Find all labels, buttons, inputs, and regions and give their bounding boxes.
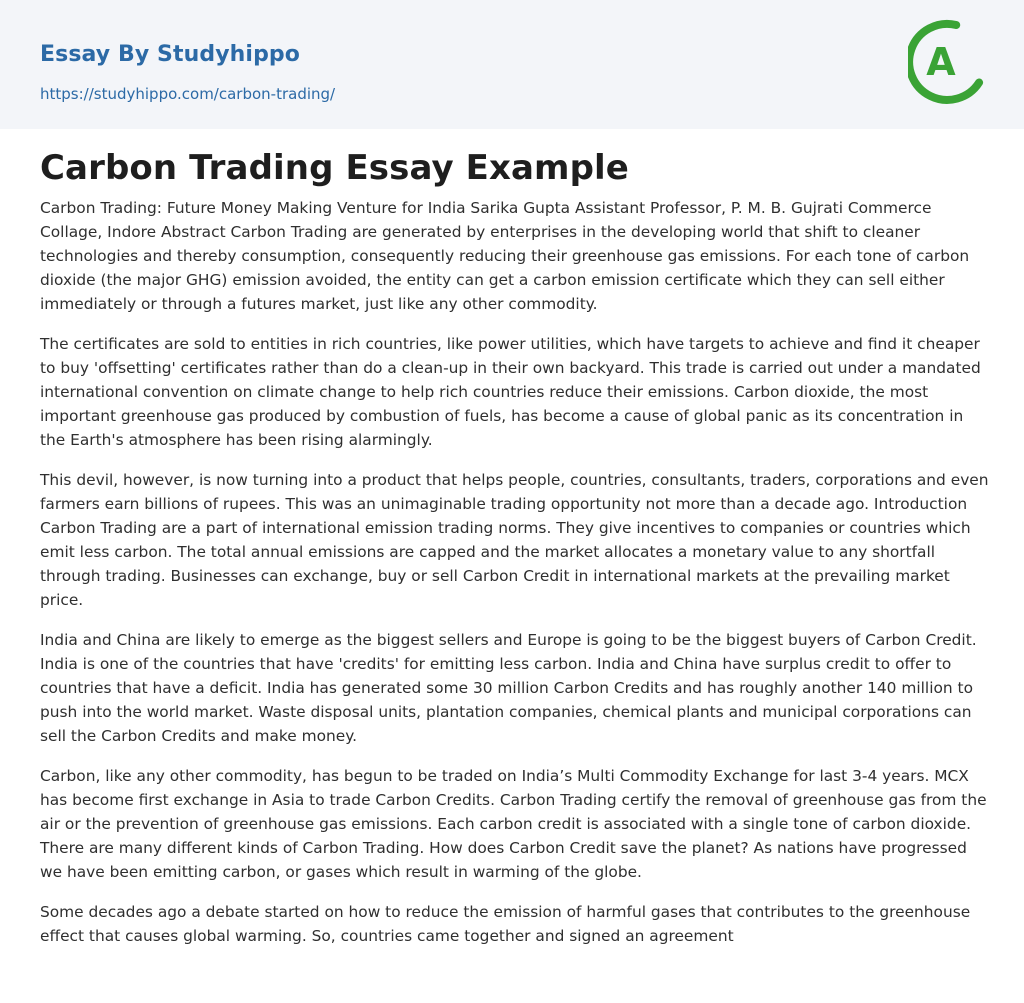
article-paragraph: Carbon Trading: Future Money Making Venture for India Sarika Gupta Assistant Professor, P. M. B. Gujrati Commerce Collage, Indore Abstract Carbon Trading are generated by enterprises in the developing world that shift to cleaner technologies and thereby consumption, consequently reducing their greenhouse gas emissions. For each tone of carbon dioxide (the major GHG) emission avoided, the entity can get a carbon emission certificate which they can sell either immediately or through a futures market, just like any other commodity.	[40, 199, 970, 313]
article-paragraph: India and China are likely to emerge as the biggest sellers and Europe is going to be the biggest buyers of Carbon Credit. India is one of the countries that have 'credits' for emitting less carbon. India and China have surplus credit to offer to countries that have a deficit. India has generated some 30 million Carbon Credits and has roughly another 140 million to push into the world market. Waste disposal units, plantation companies, chemical plants and municipal corporations can sell the Carbon Credits and make money.	[40, 631, 977, 745]
article-paragraph: Carbon, like any other commodity, has begun to be traded on India’s Multi Commodity Exchange for last 3-4 years. MCX has become first exchange in Asia to trade Carbon Credits. Carbon Trading certify the removal of greenhouse gas from the air or the prevention of greenhouse gas emissions. Each carbon credit is associated with a single tone of carbon dioxide. There are many different kinds of Carbon Trading. How does Carbon Credit save the planet? As nations have progressed we have been emitting carbon, or gases which result in warming of the globe.	[40, 767, 987, 881]
article-paragraph: Some decades ago a debate started on how to reduce the emission of harmful gases that contributes to the greenhouse effect that causes global warming. So, countries came together and signed an agreement	[40, 903, 971, 945]
site-logo[interactable]	[908, 18, 988, 106]
page-title: Carbon Trading Essay Example	[40, 148, 629, 188]
article-paragraph: The certificates are sold to entities in rich countries, like power utilities, which have targets to achieve and find it cheaper to buy 'offsetting' certificates rather than do a clean-up in their own backyard. This trade is carried out under a mandated international convention on climate change to help rich countries reduce their emissions. Carbon dioxide, the most important greenhouse gas produced by combustion of fuels, has become a cause of global panic as its concentration in the Earth's atmosphere has been rising alarmingly.	[40, 335, 981, 449]
site-header	[0, 0, 1024, 129]
article-paragraph: This devil, however, is now turning into a product that helps people, countries, consultants, traders, corporations and even farmers earn billions of rupees. This was an unimaginable trading opportunity not more than a decade ago. Introduction Carbon Trading are a part of international emission trading norms. They give incentives to companies or countries which emit less carbon. The total annual emissions are capped and the market allocates a monetary value to any shortfall through trading. Businesses can exchange, buy or sell Carbon Credit in international markets at the prevailing market price.	[40, 471, 989, 609]
logo-letter: A	[926, 40, 956, 84]
site-brand[interactable]: Essay By Studyhippo	[40, 42, 300, 67]
essay-url-link[interactable]: https://studyhippo.com/carbon-trading/	[40, 85, 336, 103]
article	[40, 146, 990, 964]
